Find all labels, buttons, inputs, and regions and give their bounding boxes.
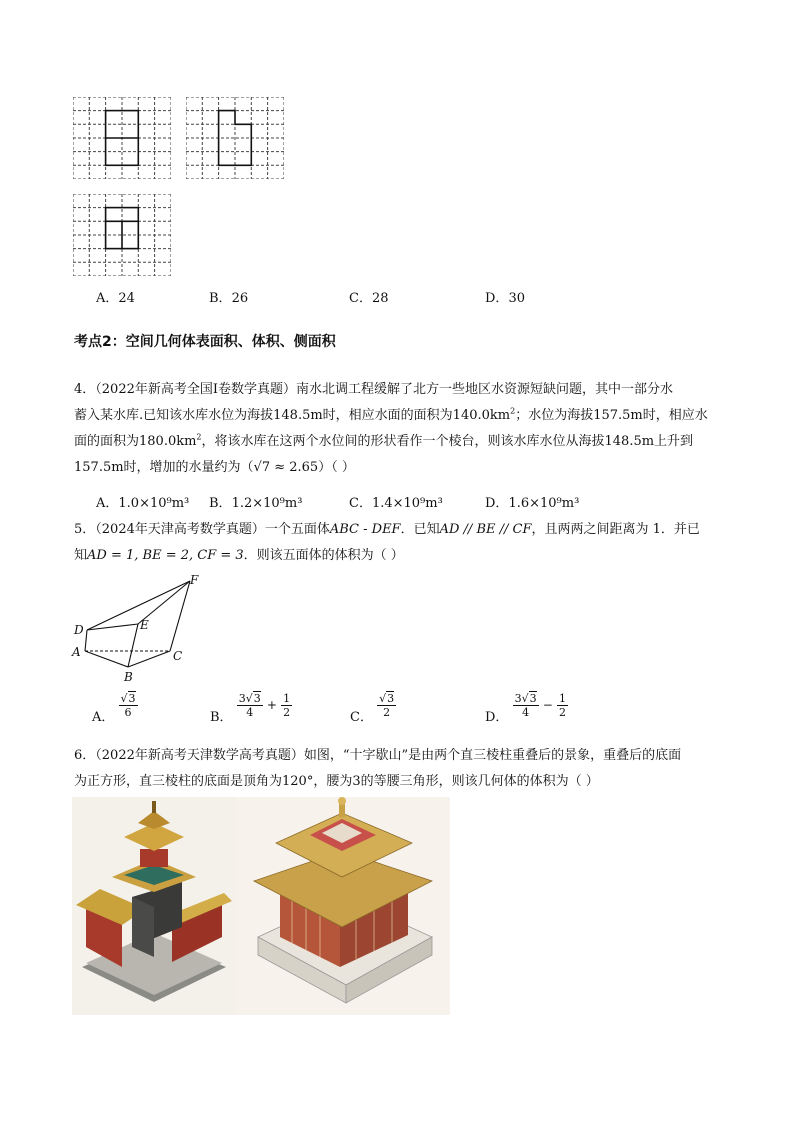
q4-line-1: 4．（2022年新高考全国Ⅰ卷数学真题）南水北调工程缓解了北方一些地区水资源短缺问题，其中一部分水 xyxy=(74,382,673,397)
label-e: E xyxy=(140,618,149,632)
label-f: F xyxy=(190,573,199,587)
q6-line-1: 6．（2022年新高考天津数学高考真题）如图，“十字歇山”是由两个直三棱柱重叠后的景象，重叠后的底面 xyxy=(74,748,682,763)
pentahedron-diagram xyxy=(70,572,210,684)
dashed-grid-figure-top xyxy=(73,194,171,276)
label-d: D xyxy=(74,623,84,637)
section-title: 考点2：空间几何体表面积、体积、侧面积 xyxy=(74,334,336,350)
q4-option-a[interactable]: A．1.0×10⁹m³ xyxy=(96,496,190,511)
q3-option-d[interactable]: D．30 xyxy=(485,291,525,306)
q4-option-d[interactable]: D．1.6×10⁹m³ xyxy=(485,496,580,511)
dashed-grid-figure-front xyxy=(73,97,171,179)
q3-option-b[interactable]: B．26 xyxy=(209,291,249,306)
q5-option-d[interactable]: D． $\frac{3√3}{4}$ − $\frac{1}{2}$ xyxy=(485,692,566,725)
q4-line-2: 蓄入某水库.已知该水库水位为海拔148.5m时，相应水面的面积为$140.0km^2$；水位为海拔157.5m时，相应水 xyxy=(74,406,708,423)
q4-line-3: 面的面积为$180.0km^2$，将该水库在这两个水位间的形状看作一个棱台，则该水库水位从海拔148.5m上升到 xyxy=(74,432,694,449)
q5-line-1: 5．（2024年天津高考数学真题）一个五面体ABC - DEF．已知AD // BE // CF，且两两之间距离为 1．并已 xyxy=(74,522,700,537)
q5-option-c[interactable]: C． $\frac{√3}{2}$ xyxy=(350,692,395,725)
dashed-grid-figure-side xyxy=(186,97,284,179)
q5-option-a[interactable]: A． $\frac{√3}{6}$ xyxy=(92,692,136,725)
q3-option-a[interactable]: A．24 xyxy=(96,291,135,306)
q3-option-c[interactable]: C．28 xyxy=(349,291,389,306)
q6-line-2: 为正方形，直三棱柱的底面是顶角为120°，腰为3的等腰三角形，则该几何体的体积为（ ） xyxy=(74,774,599,789)
q5-line-2: 知AD = 1, BE = 2, CF = 3．则该五面体的体积为（ ） xyxy=(74,548,404,563)
q5-option-b[interactable]: B． $\frac{3√3}{4}$ + $\frac{1}{2}$ xyxy=(210,692,291,725)
q4-option-c[interactable]: C．1.4×10⁹m³ xyxy=(349,496,443,511)
label-b: B xyxy=(124,670,133,684)
pavilion-cutaway-image xyxy=(72,797,236,1015)
q4-line-4: 157.5m时，增加的水量约为（√7 ≈ 2.65）（ ） xyxy=(74,460,355,475)
q4-options xyxy=(96,492,696,510)
label-c: C xyxy=(173,649,183,663)
label-a: A xyxy=(72,645,81,659)
q5-options xyxy=(92,692,692,732)
q4-option-b[interactable]: B．1.2×10⁹m³ xyxy=(209,496,303,511)
q3-options xyxy=(96,287,696,305)
pavilion-image xyxy=(236,797,450,1015)
